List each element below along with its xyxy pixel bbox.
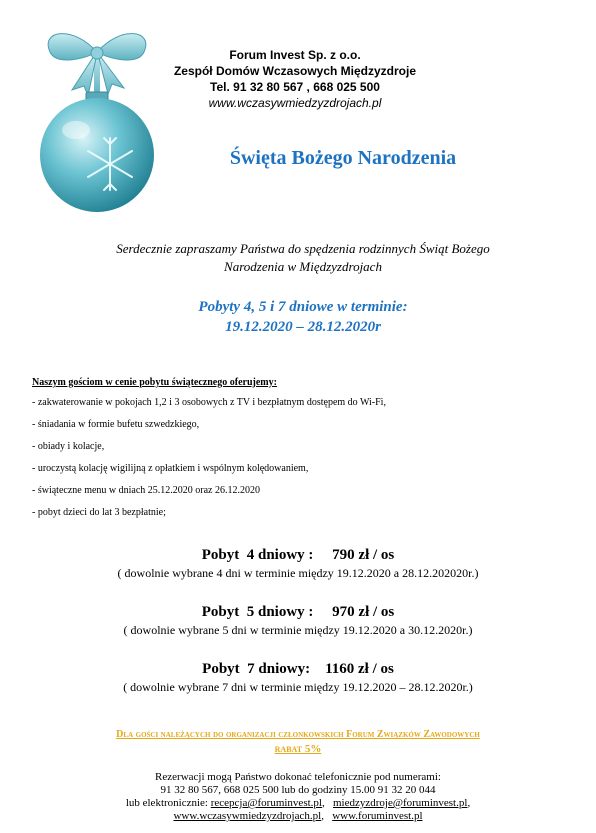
stay-period: 19.12.2020 – 28.12.2020r xyxy=(225,319,381,335)
price-label: Pobyt 7 dniowy: 1160 zł / os xyxy=(202,661,394,677)
website-link-foruminvest[interactable]: www.foruminvest.pl xyxy=(332,810,423,822)
company-header xyxy=(170,47,420,111)
offer-item: - pobyt dzieci do lat 3 bezpłatnie; xyxy=(32,507,166,518)
offer-list xyxy=(32,396,386,528)
contact-line-3: lub elektronicznie: recepcja@foruminvest.pl, miedzyzdroje@foruminvest.pl, xyxy=(125,797,471,809)
contact-line-1: Rezerwacji mogą Państwo dokonać telefonicznie pod numerami: xyxy=(155,771,441,783)
email-link-reception[interactable]: recepcja@foruminvest.pl xyxy=(210,797,322,809)
website-link-resort[interactable]: www.wczasywmiedzyzdrojach.pl xyxy=(173,810,322,822)
union-discount xyxy=(25,727,571,757)
offer-heading: Naszym gościom w cenie pobytu świątecznego oferujemy: xyxy=(32,377,277,388)
offer-item: - uroczystą kolację wigilijną z opłatkiem i wspólnym kolędowaniem, xyxy=(32,463,309,474)
contact-info xyxy=(60,771,536,823)
offer-item: - śniadania w formie bufetu szwedzkiego, xyxy=(32,419,200,430)
invitation-line-1: Serdecznie zapraszamy Państwa do spędzenia rodzinnych Świąt Bożego xyxy=(116,241,490,256)
stay-dates xyxy=(40,297,566,337)
price-note: ( dowolnie wybrane 5 dni w terminie między 19.12.2020 a 30.12.2020r.) xyxy=(123,623,473,637)
invitation-text xyxy=(40,240,566,276)
price-note: ( dowolnie wybrane 4 dni w terminie między 19.12.2020 a 28.12.202020r.) xyxy=(117,566,479,580)
contact-line-2: 91 32 80 567, 668 025 500 lub do godziny 15.00 91 32 20 044 xyxy=(160,784,436,796)
resort-name: Zespół Domów Wczasowych Międzyzdroje xyxy=(173,64,417,78)
union-discount-rate: rabat 5% xyxy=(274,743,322,755)
price-label: Pobyt 4 dniowy : 790 zł / os xyxy=(201,547,395,563)
stay-lengths: Pobyty 4, 5 i 7 dniowe w terminie: xyxy=(198,299,408,315)
invitation-line-2: Narodzenia w Międzyzdrojach xyxy=(224,259,382,274)
email-link-miedzyzdroje[interactable]: miedzyzdroje@foruminvest.pl xyxy=(332,797,468,809)
website-link[interactable]: www.wczasywmiedzyzdrojach.pl xyxy=(208,96,382,110)
christmas-bauble-icon xyxy=(28,20,168,220)
price-7-days xyxy=(30,659,566,695)
price-note: ( dowolnie wybrane 7 dni w terminie między 19.12.2020 – 28.12.2020r.) xyxy=(123,680,473,694)
offer-item: - obiady i kolacje, xyxy=(32,441,105,452)
page-title: Święta Bożego Narodzenia xyxy=(229,147,457,169)
phone-numbers: Tel. 91 32 80 567 , 668 025 500 xyxy=(210,80,380,94)
contact-line-4: www.wczasywmiedzyzdrojach.pl, www.foruminvest.pl xyxy=(173,810,423,822)
union-discount-text: Dla gości należących do organizacji członkowskich Forum Związków Zawodowych xyxy=(116,729,480,740)
price-label: Pobyt 5 dniowy : 970 zł / os xyxy=(201,604,395,620)
contact-email-prefix: lub elektronicznie: xyxy=(125,797,211,809)
offer-item: - zakwaterowanie w pokojach 1,2 i 3 osobowych z TV i bezpłatnym dostępem do Wi-Fi, xyxy=(32,397,386,408)
offer-item: - świąteczne menu w dniach 25.12.2020 oraz 26.12.2020 xyxy=(32,485,260,496)
price-5-days xyxy=(30,602,566,638)
price-4-days xyxy=(30,545,566,581)
company-name: Forum Invest Sp. z o.o. xyxy=(229,48,361,62)
